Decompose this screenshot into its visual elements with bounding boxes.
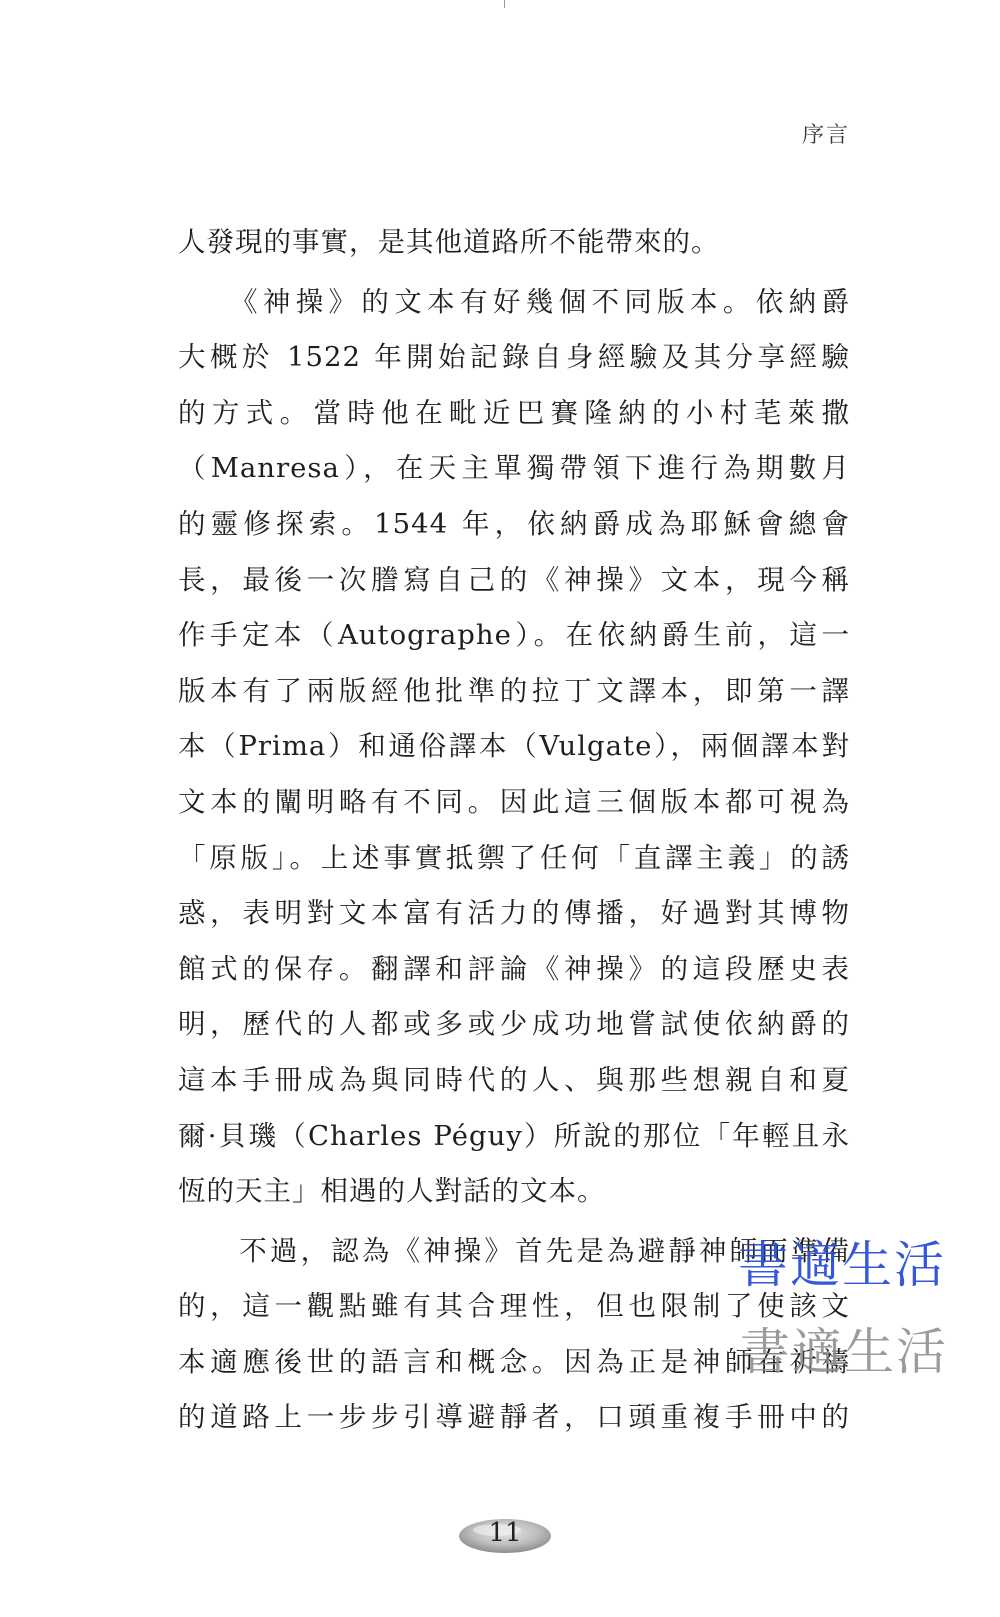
text-line: 的靈修探索。1544 年，依納爵成為耶穌會總會 xyxy=(178,507,850,540)
text-line: 爾·貝璣（Charles Péguy）所說的那位「年輕且永 xyxy=(178,1119,850,1152)
running-head: 序言 xyxy=(801,123,850,148)
text-line: 版本有了兩版經他批準的拉丁文譯本，即第一譯 xyxy=(178,674,850,707)
page-number: 11 xyxy=(488,1518,522,1548)
watermark-secondary: 書適生活 xyxy=(740,1323,948,1381)
text-line: 文本的闡明略有不同。因此這三個版本都可視為 xyxy=(178,785,850,818)
text-line: 明，歷代的人都或多或少成功地嘗試使依納爵的 xyxy=(178,1008,850,1041)
text-line: 的，這一觀點雖有其合理性，但也限制了使該文 xyxy=(178,1290,850,1323)
text-line: 本（Prima）和通俗譯本（Vulgate），兩個譯本對 xyxy=(178,730,850,763)
text-line: 《神操》的文本有好幾個不同版本。依納爵 xyxy=(178,285,850,318)
text-line: 恆的天主」相遇的人對話的文本。 xyxy=(178,1175,606,1208)
text-line: 不過，認為《神操》首先是為避靜神師而準備 xyxy=(178,1234,850,1267)
text-line: 「原版」。上述事實抵禦了任何「直譯主義」的誘 xyxy=(178,841,850,874)
watermark-primary: 書適生活 xyxy=(738,1236,946,1294)
text-line: 大概於 1522 年開始記錄自身經驗及其分享經驗 xyxy=(178,341,850,374)
text-line: 惑，表明對文本富有活力的傳播，好過對其博物 xyxy=(178,897,850,930)
text-line: 館式的保存。翻譯和評論《神操》的這段歷史表 xyxy=(178,952,850,985)
text-line: 本適應後世的語言和概念。因為正是神師在祈禱 xyxy=(178,1345,850,1378)
text-line: 的方式。當時他在毗近巴賽隆納的小村芼萊撒 xyxy=(178,396,850,429)
text-line: 作手定本（Autographe）。在依納爵生前，這一 xyxy=(178,619,850,652)
text-line: 這本手冊成為與同時代的人、與那些想親自和夏 xyxy=(178,1063,850,1096)
top-crop-mark xyxy=(504,0,505,8)
text-line: 人發現的事實，是其他道路所不能帶來的。 xyxy=(178,226,720,258)
text-line: 長，最後一次謄寫自己的《神操》文本，現今稱 xyxy=(178,563,850,596)
text-line: 的道路上一步步引導避靜者，口頭重複手冊中的 xyxy=(178,1401,850,1434)
text-line: （Manresa），在天主單獨帶領下進行為期數月 xyxy=(178,452,850,485)
page-number-badge xyxy=(455,1512,555,1560)
